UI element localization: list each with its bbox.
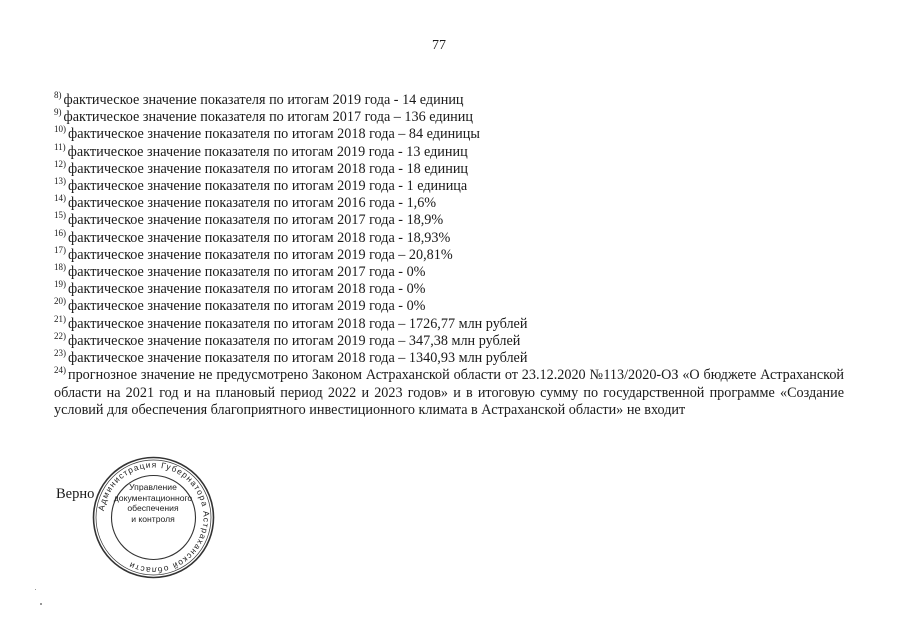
footnote-text: фактическое значение показателя по итогам 2018 года - 0% <box>68 281 426 298</box>
footnote-text: фактическое значение показателя по итогам 2017 года - 0% <box>68 264 426 281</box>
footnote-number: 13) <box>54 176 66 187</box>
footnote-line <box>54 281 844 298</box>
footnote-line <box>54 264 844 281</box>
footnote-line <box>54 244 844 264</box>
footnote-line <box>54 126 844 143</box>
footnote-number: 16) <box>54 227 66 238</box>
footnote-line <box>54 227 844 247</box>
footnote-number: 21) <box>54 313 66 324</box>
footnote-line <box>54 109 844 126</box>
page-number: 77 <box>432 38 446 53</box>
footnote-number: 18) <box>54 262 66 273</box>
footnote-number: 20) <box>54 296 66 307</box>
footnote-line <box>54 158 844 178</box>
footnote-number: 9) <box>54 107 62 118</box>
footnote-text: фактическое значение показателя по итогам 2019 года – 347,38 млн рублей <box>68 332 521 349</box>
footnote-text: фактическое значение показателя по итогам 2019 года - 1 единица <box>68 178 468 195</box>
footnote-text: прогнозное значение не предусмотрено Законом Астраханской области от 23.12.2020 №113/2020-ОЗ «О бюджете Астраханской области на 2021 год и на плановый период 2022 и 2023 годов» и в итоговую сумму по государственной программе «Создание условий для обеспечения благоприятного инвестиционного климата в Астраханской области» не входит <box>54 367 844 419</box>
footnote-number: 14) <box>54 193 66 204</box>
footnote-text: фактическое значение показателя по итогам 2016 года - 1,6% <box>68 195 437 212</box>
footnote-text: фактическое значение показателя по итогам 2019 года - 13 единиц <box>67 143 468 160</box>
footnote-number: 15) <box>54 210 66 221</box>
footnote-number: 8) <box>54 90 62 100</box>
footnote-text: фактическое значение показателя по итогам 2018 года – 84 единицы <box>68 126 480 143</box>
official-stamp <box>91 455 216 580</box>
footnote-text: фактическое значение показателя по итогам 2019 года - 0% <box>68 298 426 315</box>
footnote-text: фактическое значение показателя по итогам 2017 года – 136 единиц <box>63 109 473 126</box>
footnote-text: фактическое значение показателя по итогам 2018 года - 18 единиц <box>68 160 468 177</box>
footnote-number: 17) <box>54 244 66 255</box>
verno-label: Верно <box>56 486 95 502</box>
footnote-line <box>54 350 844 367</box>
footnote-line <box>54 195 844 212</box>
stamp-center-line: Управление <box>129 482 177 492</box>
footnote-line <box>54 178 844 195</box>
footnote-text: фактическое значение показателя по итогам 2018 года – 1340,93 млн рублей <box>68 350 528 367</box>
footnote-line <box>54 92 844 109</box>
footnote-number: 24) <box>54 365 66 376</box>
footnote-number: 19) <box>54 279 66 290</box>
footnote-line <box>54 367 844 420</box>
footnote-text: фактическое значение показателя по итогам 2018 года – 1726,77 млн рублей <box>68 315 528 332</box>
footnote-number: 12) <box>54 158 66 169</box>
footnote-text: фактическое значение показателя по итогам 2017 года - 18,9% <box>68 212 444 229</box>
footnote-number: 22) <box>54 330 66 341</box>
footnotes-list <box>54 92 844 420</box>
stamp-center-line: документационного <box>113 492 193 503</box>
footnote-text: фактическое значение показателя по итогам 2018 года - 18,93% <box>68 229 451 246</box>
footnote-number: 11) <box>54 141 66 152</box>
footnote-line <box>54 313 844 333</box>
footnote-text: фактическое значение показателя по итогам 2019 года – 20,81% <box>68 246 453 263</box>
footnote-line <box>54 330 844 350</box>
stamp-center-line: и контроля <box>131 513 175 524</box>
scan-speck <box>40 603 42 605</box>
footnote-line <box>54 298 844 315</box>
footnote-line <box>54 212 844 229</box>
footnote-line <box>54 141 844 161</box>
stamp-center-text <box>112 482 194 524</box>
stamp-center-line: обеспечения <box>127 503 179 514</box>
stamp-ring-text: Администрация Губернатора Астраханской области <box>95 459 212 576</box>
footnote-number: 10) <box>54 124 66 135</box>
scan-speck <box>35 589 36 590</box>
footnote-text: фактическое значение показателя по итогам 2019 года - 14 единиц <box>63 92 464 108</box>
footnote-number: 23) <box>54 348 66 359</box>
